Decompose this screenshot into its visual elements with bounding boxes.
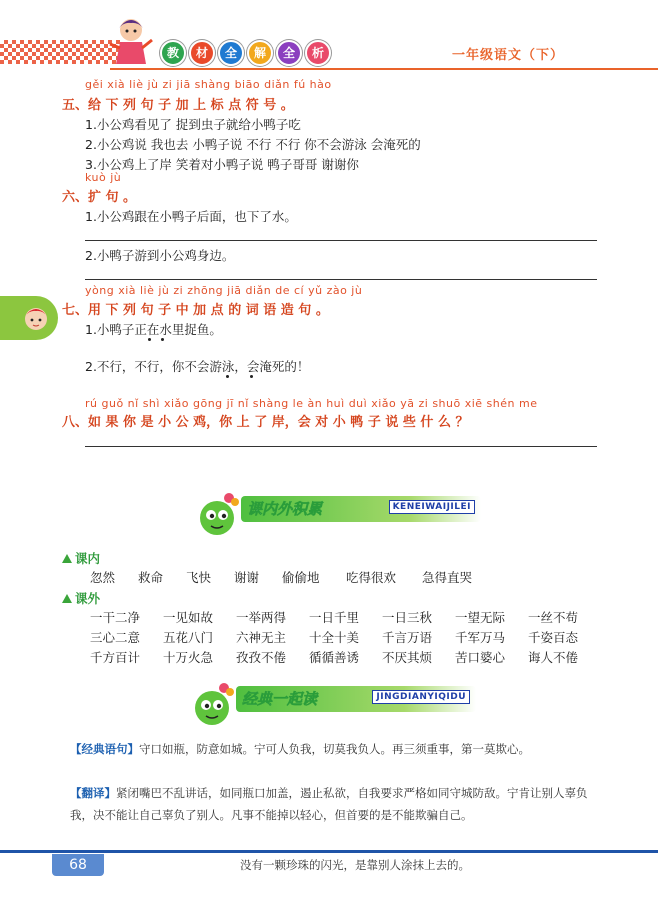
answer-line[interactable] bbox=[85, 240, 597, 241]
word-item: 急得直哭 bbox=[422, 570, 473, 585]
answer-line[interactable] bbox=[85, 446, 597, 447]
triangle-icon bbox=[62, 594, 72, 603]
word-item: 吃得很欢 bbox=[346, 570, 397, 585]
word-item: 千方百计 bbox=[90, 650, 141, 665]
green-monster-icon bbox=[190, 680, 238, 728]
girl-face-icon bbox=[22, 302, 50, 334]
word-item: 千姿百态 bbox=[528, 630, 579, 645]
sec7-item-2: 2.不行，不行，你不会游泳，会淹死的！ bbox=[85, 359, 310, 374]
emphasis-dot bbox=[148, 338, 151, 341]
banner-pinyin: KENEIWAIJILEI bbox=[389, 500, 475, 514]
page-number: 68 bbox=[52, 854, 104, 876]
word-item: 循循善诱 bbox=[309, 650, 360, 665]
word-item: 一干二净 bbox=[90, 610, 141, 625]
kenei-label: 课内 bbox=[75, 551, 101, 566]
kenei-heading bbox=[62, 548, 100, 567]
sec6-item-1: 1.小公鸡跟在小鸭子后面，也下了水。 bbox=[85, 209, 297, 224]
word-item: 孜孜不倦 bbox=[236, 650, 287, 665]
answer-line[interactable] bbox=[85, 279, 597, 280]
book-title-char: 教 bbox=[160, 40, 186, 66]
sec6-pinyin: kuò jù bbox=[85, 171, 122, 184]
book-title-char: 析 bbox=[305, 40, 331, 66]
banner-kenei-waiji bbox=[195, 490, 475, 530]
book-title-char: 材 bbox=[189, 40, 215, 66]
book-title-char: 全 bbox=[218, 40, 244, 66]
word-item: 千军万马 bbox=[455, 630, 506, 645]
sec5-pinyin: gěi xià liè jù zi jiā shàng biāo diǎn fú hào bbox=[85, 78, 332, 91]
emphasis-dot bbox=[250, 375, 253, 378]
word-item: 一日三秋 bbox=[382, 610, 433, 625]
book-title-char: 解 bbox=[247, 40, 273, 66]
word-item: 五花八门 bbox=[163, 630, 214, 645]
word-item: 一日千里 bbox=[309, 610, 360, 625]
header-rule bbox=[110, 68, 658, 70]
sec6-title: 六、扩 句 。 bbox=[62, 190, 137, 205]
kewai-row bbox=[90, 628, 601, 646]
footer-quote: 没有一颗珍珠的闪光，是靠别人涂抹上去的。 bbox=[240, 858, 470, 872]
word-item: 偷偷地 bbox=[282, 570, 320, 585]
grade-label: 一年级语文（下） bbox=[452, 48, 565, 63]
green-monster-icon bbox=[195, 490, 243, 538]
side-tab bbox=[0, 296, 58, 340]
sec5-item-2: 2.小公鸡说 我也去 小鸭子说 不行 不行 你不会游泳 会淹死的 bbox=[85, 137, 421, 152]
classic-text: 守口如瓶，防意如城。宁可人负我，切莫我负人。再三须重事，第一莫欺心。 bbox=[139, 742, 530, 756]
kewai-row bbox=[90, 608, 601, 626]
banner-title: 经典一起读 bbox=[242, 690, 318, 708]
header-checker-pattern bbox=[0, 40, 120, 64]
word-item: 一丝不苟 bbox=[528, 610, 579, 625]
classic-translation bbox=[70, 782, 602, 826]
translation-text: 紧闭嘴巴不乱讲话，如同瓶口加盖，遏止私欲，自我要求严格如同守城防敌。宁肯让别人辜负我，决不能让自己辜负了别人。凡事不能掉以轻心，但首要的是不能欺骗自己。 bbox=[70, 786, 588, 822]
word-item: 救命 bbox=[138, 570, 164, 585]
sec7-item-1: 1.小鸭子正在水里捉鱼。 bbox=[85, 322, 222, 337]
kenei-words bbox=[90, 568, 492, 586]
word-item: 苦口婆心 bbox=[455, 650, 506, 665]
word-item: 十万火急 bbox=[163, 650, 214, 665]
book-title-char: 全 bbox=[276, 40, 302, 66]
banner-pinyin: JINGDIANYIQIDU bbox=[372, 690, 470, 704]
mascot-girl-icon bbox=[108, 14, 154, 70]
emphasis-dot bbox=[226, 375, 229, 378]
classic-quote bbox=[70, 738, 602, 760]
word-item: 忽然 bbox=[90, 570, 116, 585]
word-item: 谢谢 bbox=[234, 570, 260, 585]
word-item: 一望无际 bbox=[455, 610, 506, 625]
word-item: 诲人不倦 bbox=[528, 650, 579, 665]
book-title bbox=[160, 40, 334, 66]
emphasis-dot bbox=[161, 338, 164, 341]
word-item: 不厌其烦 bbox=[382, 650, 433, 665]
kewai-row bbox=[90, 648, 601, 666]
sec5-item-3: 3.小公鸡上了岸 笑着对小鸭子说 鸭子哥哥 谢谢你 bbox=[85, 157, 359, 172]
sec6-item-2: 2.小鸭子游到小公鸡身边。 bbox=[85, 248, 235, 263]
classic-tag: 【经典语句】 bbox=[70, 742, 139, 756]
banner-jingdian bbox=[190, 680, 470, 720]
kewai-label: 课外 bbox=[75, 591, 101, 606]
word-item: 一举两得 bbox=[236, 610, 287, 625]
kewai-heading bbox=[62, 588, 100, 607]
sec7-pinyin: yòng xià liè jù zi zhōng jiā diǎn de cí yǔ zào jù bbox=[85, 284, 363, 297]
translation-tag: 【翻译】 bbox=[70, 786, 116, 800]
word-item: 六神无主 bbox=[236, 630, 287, 645]
sec5-item-1: 1.小公鸡看见了 捉到虫子就给小鸭子吃 bbox=[85, 117, 301, 132]
sec8-pinyin: rú guǒ nǐ shì xiǎo gōng jī nǐ shàng le àn huì duì xiǎo yā zi shuō xiē shén me bbox=[85, 397, 538, 410]
word-item: 三心二意 bbox=[90, 630, 141, 645]
word-item: 千言万语 bbox=[382, 630, 433, 645]
footer-rule bbox=[0, 850, 658, 853]
sec7-title: 七、用 下 列 句 子 中 加 点 的 词 语 造 句 。 bbox=[62, 303, 329, 318]
word-item: 一见如故 bbox=[163, 610, 214, 625]
sec5-title: 五、给 下 列 句 子 加 上 标 点 符 号 。 bbox=[62, 98, 294, 113]
sec8-title: 八、如 果 你 是 小 公 鸡，你 上 了 岸，会 对 小 鸭 子 说 些 什 么 ？ bbox=[62, 415, 469, 430]
banner-title: 课内外积累 bbox=[247, 500, 323, 518]
word-item: 飞快 bbox=[186, 570, 212, 585]
word-item: 十全十美 bbox=[309, 630, 360, 645]
triangle-icon bbox=[62, 554, 72, 563]
